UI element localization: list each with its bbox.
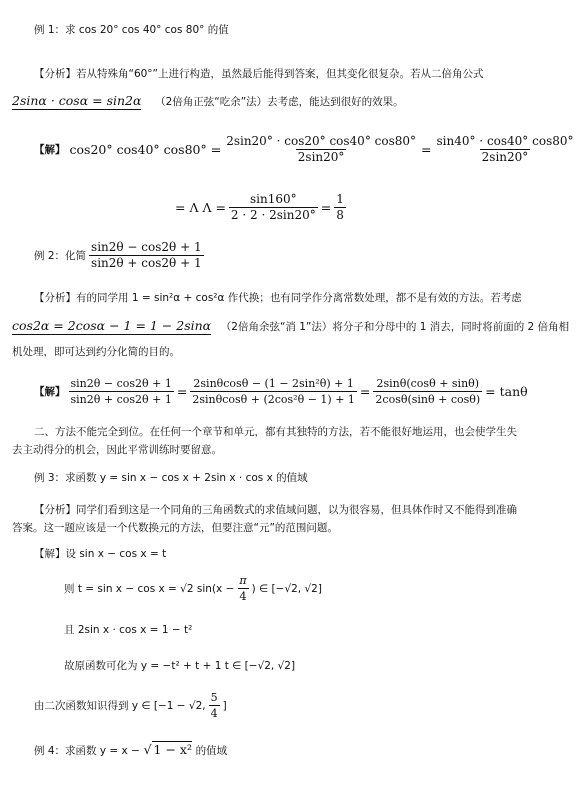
solution-result: = tanθ (485, 383, 528, 399)
example-1-analysis-line-2 (12, 93, 404, 110)
equals-sign: = (320, 199, 332, 215)
fraction-numerator: π (239, 574, 247, 587)
example-4-suffix: 的值域 (195, 745, 228, 757)
fraction-numerator: sin40° · cos40° cos80° (436, 134, 574, 148)
fraction-denominator: 2sinθcosθ + (2cos²θ − 1) + 1 (192, 393, 355, 406)
fraction-denominator: 4 (239, 590, 247, 603)
example-2-analysis-tail: （2倍角余弦“消 1”法）将分子和分母中的 1 消去，同时将前面的 2 倍角相 (220, 321, 570, 333)
solution-fraction-2 (435, 134, 576, 165)
example-3-step-4 (34, 690, 227, 721)
fraction-numerator: sin160° (250, 192, 297, 206)
solution-label: 【解】 (34, 385, 66, 398)
example-2-label: 例 2：化简 (34, 249, 87, 262)
fraction-denominator: sin2θ + cos2θ + 1 (70, 393, 172, 406)
step-1-expression: 则 t = sin x − cos x = √2 sin(x − (64, 582, 235, 595)
section-2-line-1: 二、方法不能完全到位。在任何一个章节和单元，都有其独特的方法，若不能很好地运用，也会使学生失 (34, 426, 517, 438)
fraction-numerator: 5 (210, 691, 218, 704)
solution-result (334, 192, 346, 223)
example-2-analysis-line-2 (12, 318, 569, 335)
fraction-denominator: 2sin20° (297, 150, 345, 164)
fraction-numerator: 1 (336, 192, 344, 206)
example-1-title: 例 1：求 cos 20° cos 40° cos 80° 的值 (34, 24, 229, 36)
solution-fraction-3 (229, 192, 318, 223)
double-angle-sine-formula: 2sinα · cosα = sin2α (12, 93, 142, 108)
example-3-step-1 (64, 573, 322, 604)
example-2-analysis-line-1: 【分析】有的同学用 1 = sin²α + cos²α 作代换；也有同学作分离常数处理，都不是有效的方法。若考虑 (34, 292, 522, 304)
fraction-numerator: 2sin20° · cos20° cos40° cos80° (226, 134, 417, 148)
solution-fraction-1 (224, 134, 418, 165)
equals-sign: = (176, 383, 188, 399)
example-3-analysis-line-1: 【分析】同学们看到这是一个同角的三角函数式的求值域问题，以为很容易，但具体作时又不能得到准确 (34, 504, 517, 516)
solution-fraction-3 (373, 376, 482, 407)
example-4-radicand: 1 − x² (153, 742, 192, 757)
fraction-denominator: 2 · 2 · 2sin20° (230, 208, 316, 222)
example-4-prefix: 例 4：求函数 y = x − (34, 745, 140, 757)
equals-sign: = (421, 141, 432, 157)
step-4-close-bracket: ] (222, 699, 227, 712)
example-1-solution-line-1 (34, 134, 579, 165)
pi-over-4 (237, 573, 248, 604)
fraction-denominator: 2cosθ(sinθ + cosθ) (375, 393, 481, 406)
example-2-title (34, 240, 207, 271)
fraction-denominator: 2sin20° (481, 150, 529, 164)
step-1-interval: ) ∈ [−√2, √2] (251, 582, 322, 595)
example-2-solution (34, 376, 528, 407)
fraction-numerator: sin2θ − cos2θ + 1 (70, 377, 172, 390)
step-4-expression: 由二次函数知识得到 y ∈ [−1 − √2, (34, 699, 206, 712)
double-angle-cosine-formula: cos2α = 2cosα − 1 = 1 − 2sinα (12, 318, 212, 333)
solution-lhs: cos20° cos40° cos80° = (69, 141, 222, 157)
fraction-denominator: sin2θ + cos2θ + 1 (91, 256, 202, 270)
fraction-numerator: 2sinθ(cosθ + sinθ) (376, 377, 480, 390)
solution-fraction-1 (69, 376, 174, 407)
example-3-step-3: 故原函数可化为 y = −t² + t + 1 t ∈ [−√2, √2] (64, 660, 296, 672)
example-1-analysis-line-1: 【分析】若从特殊角“60°”上进行构造，虽然最后能得到答案，但其变化很复杂。若从二倍角公式 (34, 68, 484, 80)
example-2-analysis-line-3: 机处理，即可达到约分化简的目的。 (12, 346, 180, 358)
example-4-title (34, 742, 227, 759)
example-3-step-2: 且 2sin x · cos x = 1 − t² (64, 624, 193, 636)
example-3-title: 例 3：求函数 y = sin x − cos x + 2sin x · cos x 的值域 (34, 472, 308, 484)
five-fourths (209, 690, 220, 721)
solution-label: 【解】 (34, 143, 66, 156)
example-3-analysis-line-2: 答案。这一题应该是一个代数换元的方法，但要注意“元”的范围问题。 (12, 522, 338, 534)
solution-fraction-2 (190, 376, 357, 407)
fraction-denominator: 4 (210, 707, 218, 720)
fraction-numerator: 2sinθcosθ − (1 − 2sin²θ) + 1 (193, 377, 354, 390)
fraction-denominator: 8 (336, 208, 344, 222)
example-3-solution-line: 【解】设 sin x − cos x = t (34, 548, 167, 560)
equals-sign: = (359, 383, 371, 399)
section-2-line-2: 去主动得分的机会，因此平常训练时要留意。 (12, 444, 222, 456)
solution-continuation: = Λ Λ = (175, 199, 226, 215)
example-1-analysis-tail: （2倍角正弦“吃余”法）去考虑，能达到很好的效果。 (155, 96, 404, 108)
example-2-expression (89, 240, 204, 271)
fraction-numerator: sin2θ − cos2θ + 1 (91, 240, 202, 254)
example-1-solution-line-2 (175, 192, 349, 223)
sqrt-icon: √ (143, 742, 152, 757)
